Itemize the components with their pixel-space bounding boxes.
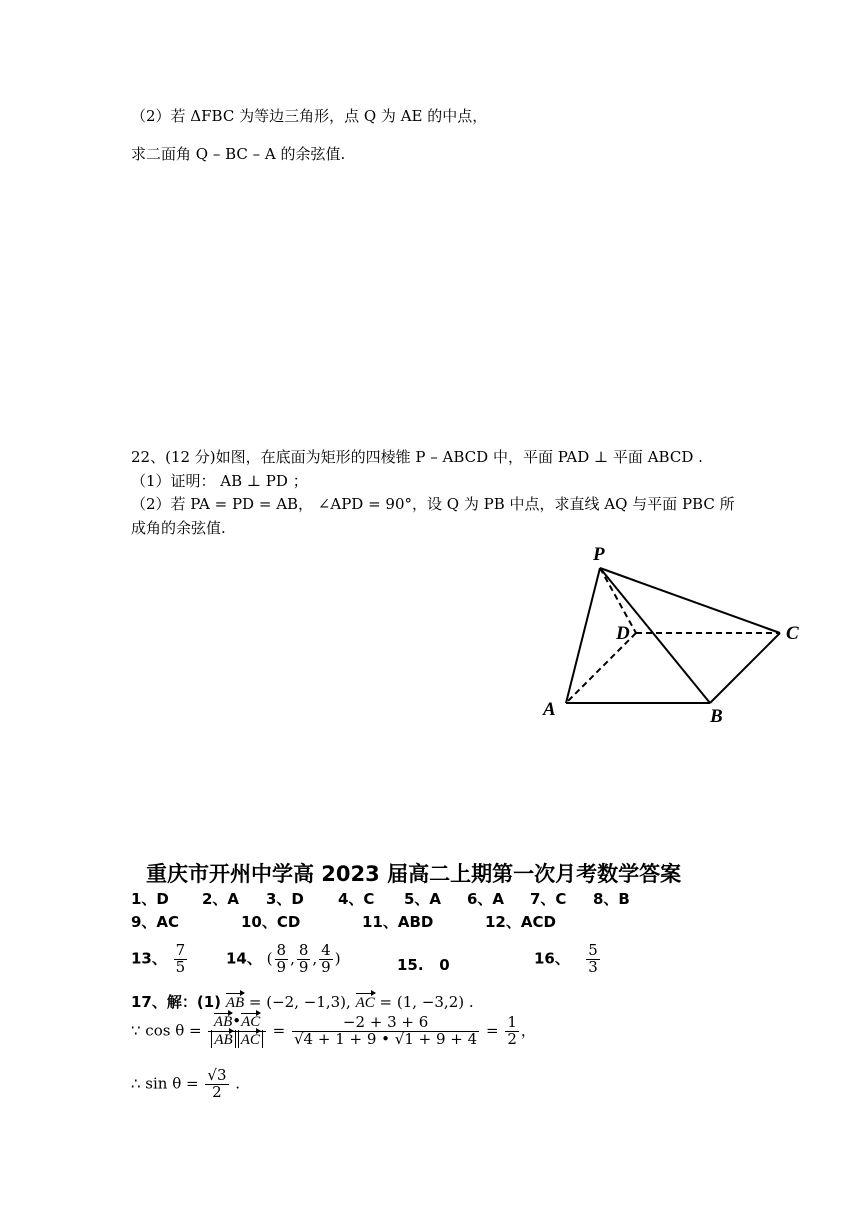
- equals-1: =: [272, 1021, 286, 1040]
- answer-14: 14、 ( $\frac{8}{9}$ , $\frac{8}{9}$ , $\frac{4}{9}$ ): [226, 941, 341, 976]
- vector-ab: AB: [225, 995, 245, 1011]
- q17-line1: [131, 991, 474, 1012]
- answers-title: 重庆市开州中学高 2023 届高二上期第一次月考数学答案: [146, 862, 682, 886]
- answer-16-num: 5: [588, 941, 598, 959]
- answers-row-2: [131, 911, 556, 932]
- q21-part2-line1: （2）若 ΔFBC 为等边三角形，点 Q 为 AE 的中点，: [131, 107, 488, 125]
- edge-PA: [566, 568, 600, 703]
- answer-10: 10、CD: [241, 913, 301, 931]
- answer-12: 12、ACD: [485, 913, 556, 931]
- answer-13-num: 7: [175, 941, 186, 959]
- answer-13-label: 13、: [131, 949, 167, 968]
- q17-label: 17、解：(1): [131, 993, 222, 1011]
- q17-line3: [131, 1068, 240, 1101]
- calc-num: −2 + 3 + 6: [342, 1013, 429, 1031]
- answer-3: 3、D: [266, 890, 304, 908]
- answer-11: 11、ABD: [362, 913, 434, 931]
- answer-14-f1-den: 9: [276, 957, 287, 976]
- period: .: [235, 1074, 241, 1093]
- vertex-label-C: C: [786, 623, 799, 644]
- answer-15: [397, 956, 450, 974]
- sin-fraction: [205, 1068, 228, 1101]
- q22-part1: （1）证明： AB ⊥ PD ；: [131, 472, 308, 490]
- q22-stem: 22、(12 分)如图，在底面为矩形的四棱锥 P – ABCD 中，平面 PAD ⊥ 平面 ABCD .: [131, 448, 703, 466]
- answers-row-1: [131, 888, 630, 909]
- answer-14-close: ): [334, 949, 341, 968]
- answer-16-den: 3: [588, 957, 598, 976]
- result-num: 1: [507, 1013, 517, 1031]
- cos-ratio-fraction: [208, 1014, 266, 1049]
- answer-8: 8、B: [593, 890, 630, 908]
- vector-ac: AC: [355, 995, 375, 1011]
- comma: ，: [520, 1021, 536, 1040]
- answer-4: 4、C: [338, 890, 375, 908]
- vertex-label-D: D: [616, 623, 630, 644]
- ratio-num-ab: AB: [213, 1014, 233, 1030]
- answer-14-open: (: [266, 949, 273, 968]
- cos-result-fraction: [505, 1015, 519, 1048]
- answer-15-value: 0: [439, 956, 450, 974]
- vector-ac-value: = (1, −3,2) .: [379, 993, 474, 1011]
- sin-den: 2: [205, 1084, 228, 1101]
- answer-16-fraction: [586, 943, 600, 976]
- vector-ab-value: = (−2, −1,3),: [248, 993, 351, 1011]
- ratio-num-ac: AC: [241, 1014, 261, 1030]
- vertex-label-A: A: [543, 699, 556, 720]
- calc-den: √4 + 1 + 9 • √1 + 9 + 4: [294, 1029, 478, 1048]
- q22-part2: （2）若 PA = PD = AB， ∠APD = 90°，设 Q 为 PB 中点，求直线 AQ 与平面 PBC 所: [131, 495, 735, 513]
- q21-part2-line2: 求二面角 Q – BC – A 的余弦值.: [131, 145, 346, 163]
- answer-14-f2-den: 9: [298, 957, 309, 976]
- ratio-den-ac: AC: [240, 1031, 260, 1048]
- equals-2: =: [485, 1021, 499, 1040]
- answer-13: [131, 943, 189, 976]
- answer-15-label: 15.: [397, 956, 424, 974]
- answer-14-f3-den: 9: [321, 957, 331, 976]
- cos-calc-fraction: [292, 1015, 479, 1048]
- edge-BC: [710, 633, 780, 703]
- answer-13-den: 5: [175, 957, 186, 976]
- answer-1: 1、D: [131, 890, 169, 908]
- vertex-label-B: B: [710, 706, 723, 727]
- answer-14-f2-num: 8: [298, 941, 309, 959]
- sin-num: √3: [207, 1066, 227, 1084]
- answer-14-f1-num: 8: [276, 941, 287, 959]
- answer-14-label: 14、: [226, 949, 262, 968]
- therefore-sin: ∴ sin θ =: [131, 1074, 199, 1093]
- because-cos: ∵ cos θ =: [131, 1021, 202, 1040]
- pyramid-figure: [530, 540, 820, 730]
- answer-6: 6、A: [467, 890, 505, 908]
- answer-2: 2、A: [202, 890, 240, 908]
- q17-line2: [131, 1014, 536, 1049]
- answer-14-frac-2: [297, 943, 311, 976]
- answer-14-frac-1: [275, 943, 289, 976]
- answer-13-fraction: [174, 943, 188, 976]
- answer-16: [534, 943, 602, 976]
- ratio-dot: •: [232, 1012, 242, 1030]
- answer-5: 5、A: [404, 890, 442, 908]
- answer-7: 7、C: [530, 890, 567, 908]
- answer-14-frac-3: [319, 943, 333, 976]
- answer-16-label: 16、: [534, 949, 570, 968]
- ratio-den-ab: AB: [214, 1031, 233, 1048]
- result-den: 2: [507, 1029, 517, 1048]
- answer-9: 9、AC: [131, 913, 180, 931]
- q22-part2-cont: 成角的余弦值.: [131, 519, 226, 537]
- vertex-label-P: P: [593, 544, 605, 565]
- answer-14-f3-num: 4: [321, 941, 331, 959]
